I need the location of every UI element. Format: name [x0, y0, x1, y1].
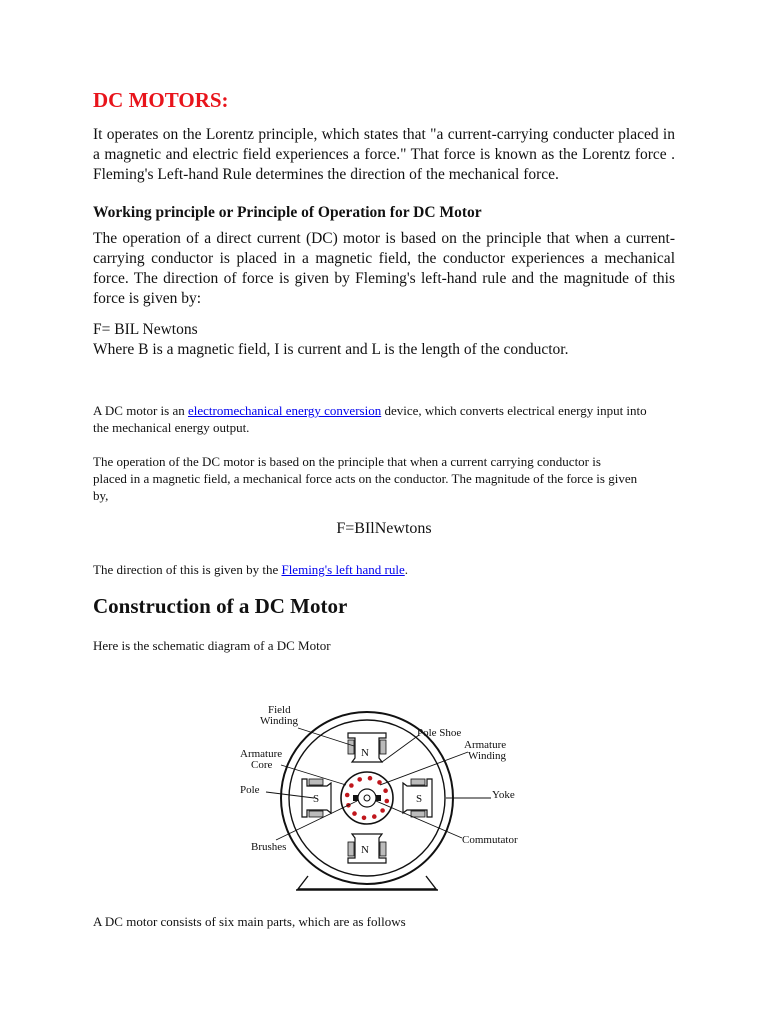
armature-conductor-dot	[380, 808, 385, 813]
armature-conductor-dot	[345, 793, 350, 798]
armature-conductor-dot	[385, 799, 390, 804]
text-segment: A DC motor is an	[93, 403, 188, 418]
intro-paragraph: It operates on the Lorentz principle, which states that "a current-carrying conducter placed in a magnetic and electric field experiences a force." That force is known as the Lorentz force . Fleming's Left-hand Rule determines the direction of the mechanical force.	[93, 126, 675, 183]
diagram-label-armature-winding-2: Winding	[468, 750, 507, 762]
text-segment: device, which converts electrical energy input into the mechanical energy output.	[93, 403, 647, 435]
direction-paragraph	[93, 561, 408, 578]
electromechanical-energy-conversion-link[interactable]: electromechanical energy conversion	[187, 403, 382, 418]
armature-conductor-dot	[352, 811, 357, 816]
diagram-label-armature-core-1: Armature	[240, 748, 283, 760]
brush-right	[376, 795, 381, 801]
force-formula-centered: F=BIlNewtons	[336, 520, 432, 537]
dc-motor-schematic-diagram	[236, 700, 536, 895]
diagram-label-field: Field	[268, 704, 291, 716]
diagram-label-armature-winding-1: Armature	[464, 739, 507, 751]
construction-heading: Construction of a DC Motor	[93, 594, 348, 618]
text-segment: .	[404, 562, 409, 577]
diagram-pole-s-right: S	[416, 793, 423, 805]
armature-conductor-dot	[383, 788, 388, 793]
armature-conductor-dot	[349, 783, 354, 788]
schematic-intro: Here is the schematic diagram of a DC Motor	[93, 638, 331, 653]
flemings-left-hand-rule-link[interactable]: Fleming's left hand rule	[281, 562, 405, 577]
main-parts-intro: A DC motor consists of six main parts, which are as follows	[93, 914, 406, 929]
brush-left	[353, 795, 358, 801]
diagram-pole-n-top: N	[361, 747, 369, 759]
force-formula-explanation: Where B is a magnetic field, I is current and L is the length of the conductor.	[93, 341, 569, 358]
operation-paragraph: The operation of the DC motor is based on the principle that when a current carrying conductor is placed in a magnetic field, a mechanical force acts on the conductor. The magnitude of the force is given by,	[93, 454, 638, 503]
armature-conductor-dot	[362, 816, 367, 821]
armature-conductor-dot	[368, 776, 373, 781]
dc-motor-definition-paragraph	[93, 402, 653, 436]
page-title: DC MOTORS:	[93, 88, 229, 112]
diagram-pole-n-bottom: N	[361, 844, 369, 856]
shaft	[364, 795, 370, 801]
diagram-label-pole-shoe: Pole Shoe	[417, 727, 462, 739]
armature-conductor-dot	[357, 777, 362, 782]
working-principle-heading: Working principle or Principle of Operation for DC Motor	[93, 204, 482, 221]
diagram-label-brushes: Brushes	[251, 841, 287, 853]
text-segment: The direction of this is given by the	[93, 562, 282, 577]
diagram-label-winding: Winding	[260, 715, 299, 727]
diagram-label-pole: Pole	[240, 784, 260, 796]
diagram-label-yoke: Yoke	[492, 789, 515, 801]
working-principle-paragraph: The operation of a direct current (DC) motor is based on the principle that when a current-carrying conductor is placed in a magnetic field, the conductor experiences a mechanical force. The direction of force is given by Fleming's left-hand rule and the magnitude of this force is given by:	[93, 230, 675, 307]
diagram-label-commutator: Commutator	[462, 834, 518, 846]
armature-conductor-dot	[372, 814, 377, 819]
force-formula: F= BIL Newtons	[93, 321, 198, 338]
diagram-pole-s-left: S	[313, 793, 320, 805]
armature-conductor-dot	[377, 780, 382, 785]
diagram-label-armature-core-2: Core	[251, 759, 273, 771]
